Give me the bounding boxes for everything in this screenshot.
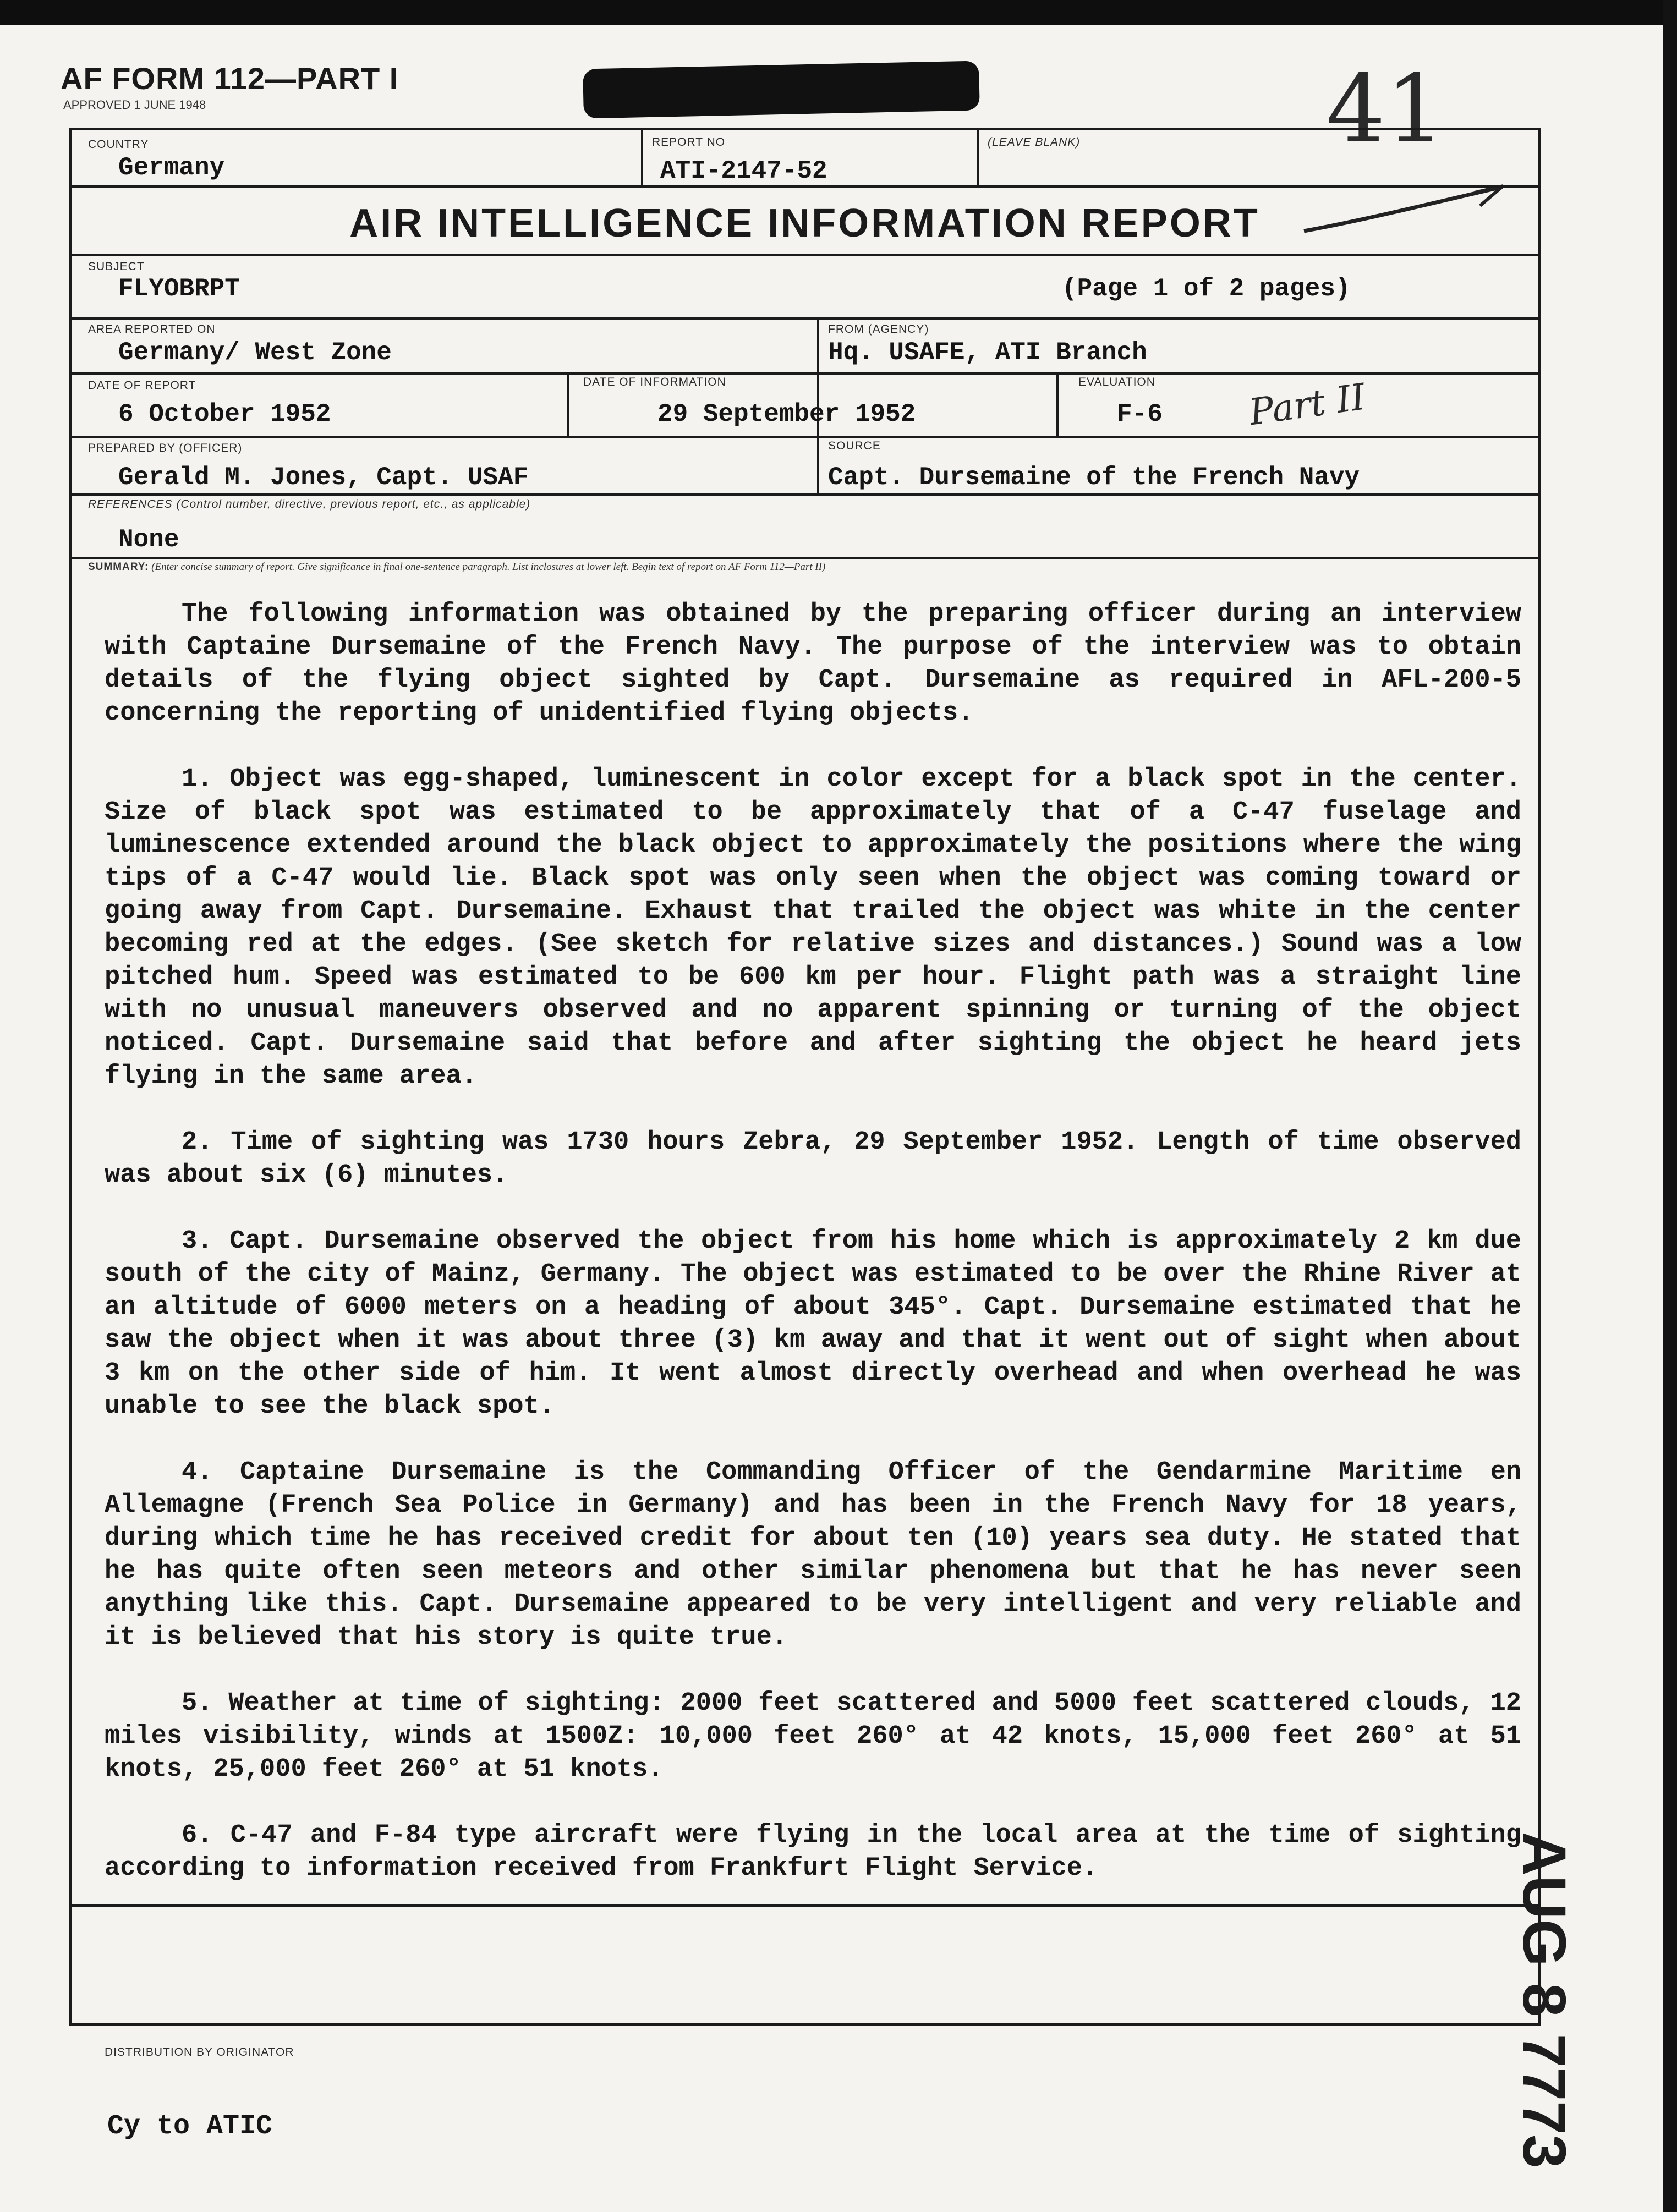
report-body [105, 598, 1521, 1885]
references-label: REFERENCES (Control number, directive, previous report, etc., as applicable) [88, 498, 531, 511]
country-value: Germany [118, 153, 225, 182]
redaction-bar [583, 61, 980, 118]
report-no-label: REPORT NO [652, 136, 726, 149]
paragraph-4: 4. Captaine Dursemaine is the Commanding Officer of the Gendarmine Maritime en Allemagne (French Sea Police in Germany) and has been in the French Navy for 18 years, during which time he has received credit for about ten (10) years sea duty. He stated that he has quite often seen meteors and other similar phenomena but that he has never seen anything like this. Capt. Dursemaine appeared to be very intelligent and very reliable and it is believed that his story is quite true. [105, 1458, 1521, 1652]
country-label: COUNTRY [88, 138, 149, 151]
summary-instructions-text: (Enter concise summary of report. Give significance in final one-sentence paragraph. List inclosures at lower left. Begin text of report on AF Form 112—Part II) [151, 561, 826, 573]
summary-instructions [88, 561, 1519, 573]
intro-paragraph: The following information was obtained by the preparing officer during an interview with Captaine Dursemaine of the French Navy. The purpose of the interview was to obtain details of the flying object sighted by Capt. Dursemaine as required in AFL-200-5 concerning the reporting of unidentified flying objects. [105, 600, 1521, 728]
date-report-value: 6 October 1952 [118, 400, 331, 429]
form-approved-date: APPROVED 1 JUNE 1948 [63, 98, 206, 112]
from-value: Hq. USAFE, ATI Branch [828, 338, 1147, 367]
distribution-value: Cy to ATIC [107, 2111, 273, 2142]
paragraph-6: 6. C-47 and F-84 type aircraft were flying in the local area at the time of sighting according to information received from Frankfurt Flight Service. [105, 1821, 1521, 1883]
area-label: AREA REPORTED ON [88, 323, 216, 336]
paragraph-2: 2. Time of sighting was 1730 hours Zebra, 29 September 1952. Length of time observed was about six (6) minutes. [105, 1128, 1521, 1190]
scan-top-edge [0, 0, 1677, 25]
source-value: Capt. Dursemaine of the French Navy [828, 463, 1360, 492]
form-id: AF FORM 112—PART I [61, 61, 399, 96]
source-label: SOURCE [828, 440, 881, 452]
date-report-label: DATE OF REPORT [88, 379, 196, 392]
summary-label: SUMMARY: [88, 561, 149, 573]
paragraph-3: 3. Capt. Dursemaine observed the object from his home which is approximately 2 km due south of the city of Mainz, Germany. The object was estimated to be over the Rhine River at an altitude of 6000 meters on a heading of about 345°. Capt. Dursemaine estimated that he saw the object when it was about three (3) km away and that it went out of sight when about 3 km on the other side of him. It went almost directly overhead and when overhead he was unable to see the black spot. [105, 1227, 1521, 1421]
subject-value: FLYOBRPT [118, 275, 240, 303]
paragraph-5: 5. Weather at time of sighting: 2000 feet scattered and 5000 feet scattered clouds, 12 miles visibility, winds at 1500Z: 10,000 feet 260° at 42 knots, 15,000 feet 260° at 51 knots, 25,000 feet 260° at 51 knots. [105, 1689, 1521, 1784]
report-title: AIR INTELLIGENCE INFORMATION REPORT [349, 201, 1260, 245]
date-info-value: 29 September 1952 [657, 400, 916, 429]
references-value: None [118, 525, 179, 554]
date-stamp-text: AUG 8 7773 [1510, 1832, 1578, 2169]
evaluation-value: F-6 [1117, 400, 1163, 429]
handwritten-evaluation-note: Part II [1246, 375, 1368, 434]
report-no-value: ATI-2147-52 [660, 157, 827, 185]
date-info-label: DATE OF INFORMATION [583, 376, 726, 388]
distribution-label: DISTRIBUTION BY ORIGINATOR [105, 2046, 294, 2059]
prepared-label: PREPARED BY (OFFICER) [88, 442, 243, 454]
leave-blank-label: (LEAVE BLANK) [988, 136, 1081, 149]
report-form [69, 128, 1541, 2142]
subject-label: SUBJECT [88, 260, 145, 273]
from-label: FROM (AGENCY) [828, 323, 929, 336]
evaluation-label: EVALUATION [1078, 376, 1155, 388]
date-stamp [1510, 1832, 1677, 2189]
handwritten-number: 41 [1326, 55, 1445, 164]
page-note: (Page 1 of 2 pages) [1062, 275, 1351, 303]
prepared-value: Gerald M. Jones, Capt. USAF [118, 463, 529, 492]
paragraph-1: 1. Object was egg-shaped, luminescent in color except for a black spot in the center. Size of black spot was estimated to be approximately that of a C-47 fuselage and luminescence extended around the black object to approximately the positions where the wing tips of a C-47 would lie. Black spot was only seen when the object was coming toward or going away from Capt. Dursemaine. Exhaust that trailed the object was white in the center becoming red at the edges. (See sketch for relative sizes and distances.) Sound was a low pitched hum. Speed was estimated to be 600 km per hour. Flight path was a straight line with no unusual maneuvers observed and no apparent spinning or turning of the object noticed. Capt. Dursemaine said that before and after sighting the object he heard jets flying in the same area. [105, 765, 1521, 1091]
area-value: Germany/ West Zone [118, 338, 392, 367]
